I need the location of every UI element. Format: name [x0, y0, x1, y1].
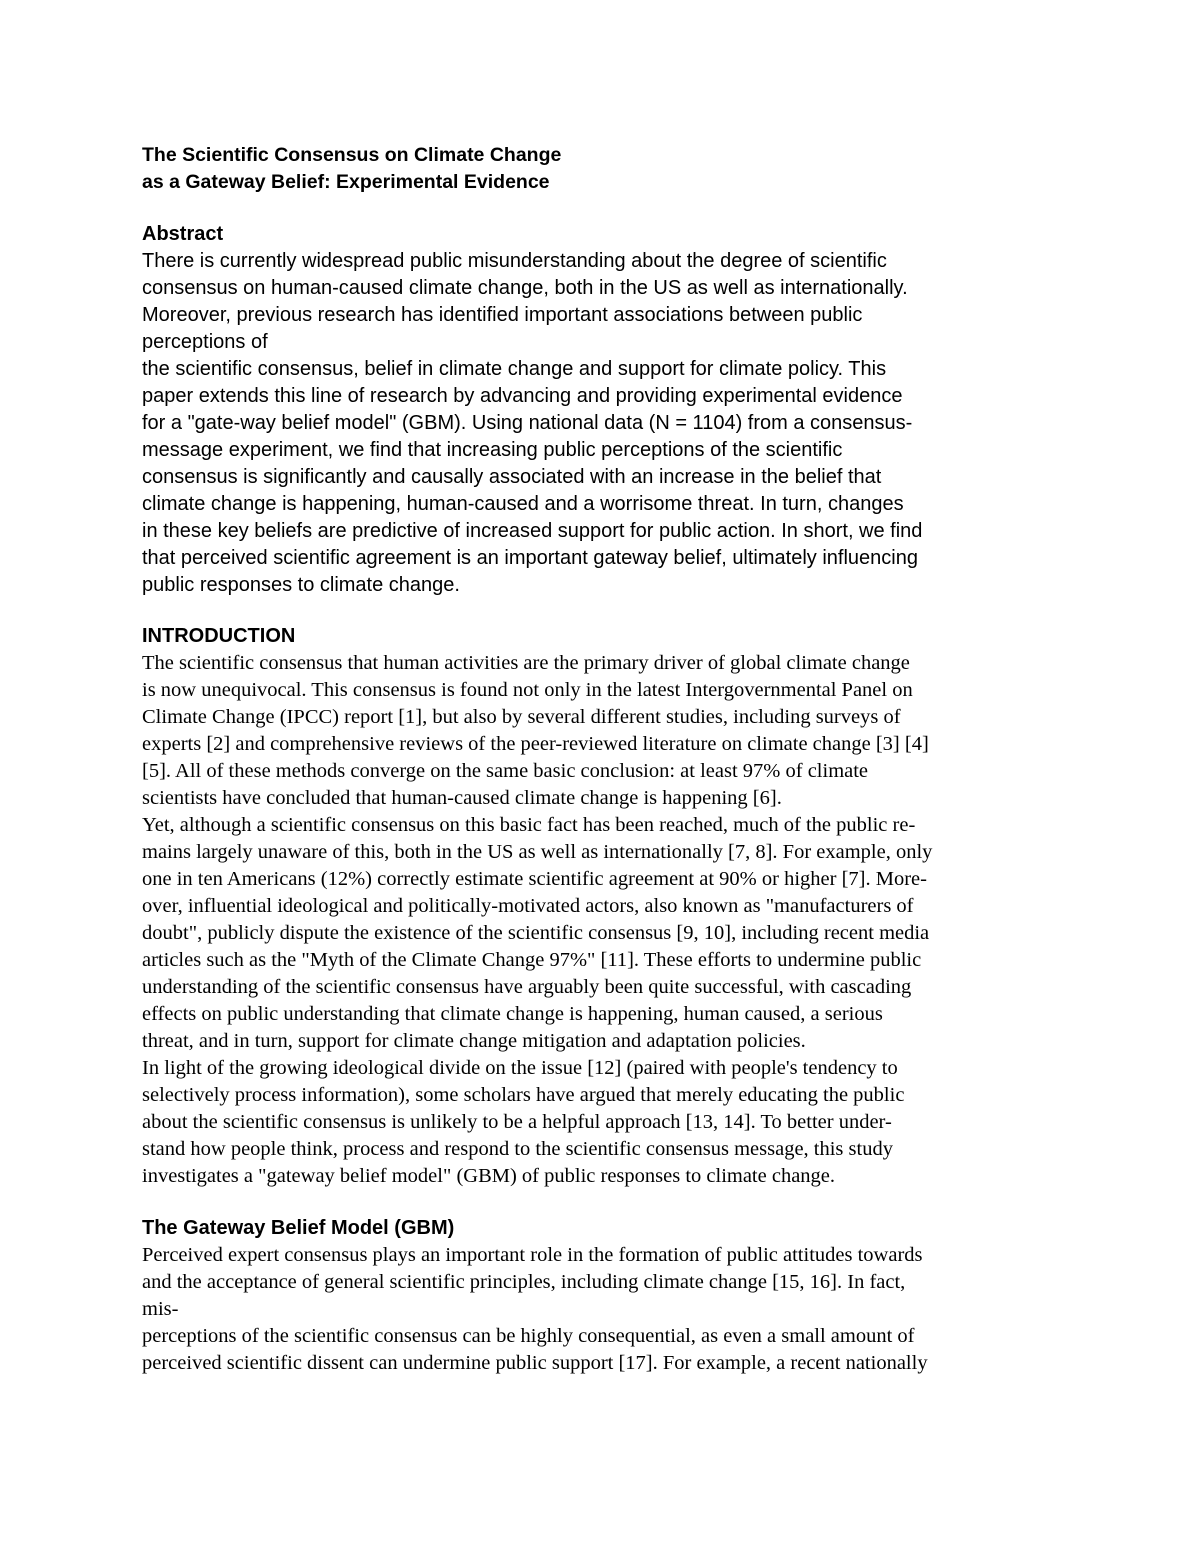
abstract-line: consensus is significantly and causally associated with an increase in the belief that — [142, 466, 882, 488]
abstract-line: There is currently widespread public misunderstanding about the degree of scientific — [142, 250, 887, 272]
introduction-line: articles such as the "Myth of the Climate Change 97%" [11]. These efforts to undermine public — [142, 949, 922, 971]
abstract-line: the scientific consensus, belief in climate change and support for climate policy. This — [142, 358, 887, 380]
gbm-body — [142, 1242, 1072, 1377]
introduction-line: over, influential ideological and politically-motivated actors, also known as "manufacturers of — [142, 895, 914, 917]
introduction-line: The scientific consensus that human activities are the primary driver of global climate change — [142, 652, 910, 674]
introduction-line: stand how people think, process and respond to the scientific consensus message, this study — [142, 1138, 893, 1160]
document-content — [142, 142, 1072, 1377]
introduction-line: scientists have concluded that human-caused climate change is happening [6]. — [142, 787, 782, 809]
introduction-line: experts [2] and comprehensive reviews of the peer-reviewed literature on climate change [3] [4] — [142, 733, 929, 755]
abstract-line: perceptions of — [142, 331, 268, 353]
introduction-line: is now unequivocal. This consensus is found not only in the latest Intergovernmental Panel on — [142, 679, 913, 701]
title-line-1: The Scientific Consensus on Climate Change — [142, 144, 562, 166]
abstract-line: climate change is happening, human-caused and a worrisome threat. In turn, changes — [142, 493, 904, 515]
introduction-line: about the scientific consensus is unlikely to be a helpful approach [13, 14]. To better under- — [142, 1111, 892, 1133]
introduction-line: mains largely unaware of this, both in the US as well as internationally [7, 8]. For example, only — [142, 841, 933, 863]
abstract-heading: Abstract — [142, 223, 224, 245]
introduction-line: selectively process information), some scholars have argued that merely educating the public — [142, 1084, 905, 1106]
gbm-line: mis- — [142, 1298, 179, 1320]
abstract-line: in these key beliefs are predictive of increased support for public action. In short, we find — [142, 520, 923, 542]
gbm-line: and the acceptance of general scientific principles, including climate change [15, 16]. In fact, — [142, 1271, 906, 1293]
gbm-heading: The Gateway Belief Model (GBM) — [142, 1217, 455, 1239]
abstract-line: public responses to climate change. — [142, 574, 460, 596]
abstract-line: Moreover, previous research has identified important associations between public — [142, 304, 863, 326]
abstract-line: consensus on human-caused climate change, both in the US as well as internationally. — [142, 277, 908, 299]
gbm-line: Perceived expert consensus plays an important role in the formation of public attitudes towards — [142, 1244, 923, 1266]
introduction-line: threat, and in turn, support for climate change mitigation and adaptation policies. — [142, 1030, 806, 1052]
introduction-body — [142, 650, 1072, 1190]
abstract-line: that perceived scientific agreement is an important gateway belief, ultimately influencing — [142, 547, 918, 569]
introduction-line: [5]. All of these methods converge on the same basic conclusion: at least 97% of climate — [142, 760, 869, 782]
title-line-2: as a Gateway Belief: Experimental Evidence — [142, 171, 550, 193]
introduction-line: Yet, although a scientific consensus on this basic fact has been reached, much of the public re- — [142, 814, 916, 836]
introduction-line: Climate Change (IPCC) report [1], but also by several different studies, including surveys of — [142, 706, 901, 728]
introduction-line: investigates a "gateway belief model" (GBM) of public responses to climate change. — [142, 1165, 836, 1187]
document-title — [142, 142, 1072, 196]
introduction-line: In light of the growing ideological divide on the issue [12] (paired with people's tendency to — [142, 1057, 898, 1079]
abstract-line: message experiment, we find that increasing public perceptions of the scientific — [142, 439, 843, 461]
introduction-line: one in ten Americans (12%) correctly estimate scientific agreement at 90% or higher [7]. More- — [142, 868, 927, 890]
abstract-line: paper extends this line of research by advancing and providing experimental evidence — [142, 385, 903, 407]
introduction-heading: INTRODUCTION — [142, 625, 296, 647]
introduction-line: effects on public understanding that climate change is happening, human caused, a serious — [142, 1003, 883, 1025]
gbm-line: perceived scientific dissent can undermine public support [17]. For example, a recent nationally — [142, 1352, 928, 1374]
abstract-body — [142, 248, 1072, 599]
introduction-line: doubt", publicly dispute the existence of the scientific consensus [9, 10], including recent media — [142, 922, 930, 944]
abstract-line: for a "gate-way belief model" (GBM). Using national data (N = 1104) from a consensus- — [142, 412, 913, 434]
gbm-line: perceptions of the scientific consensus can be highly consequential, as even a small amount of — [142, 1325, 915, 1347]
introduction-line: understanding of the scientific consensus have arguably been quite successful, with cascading — [142, 976, 912, 998]
